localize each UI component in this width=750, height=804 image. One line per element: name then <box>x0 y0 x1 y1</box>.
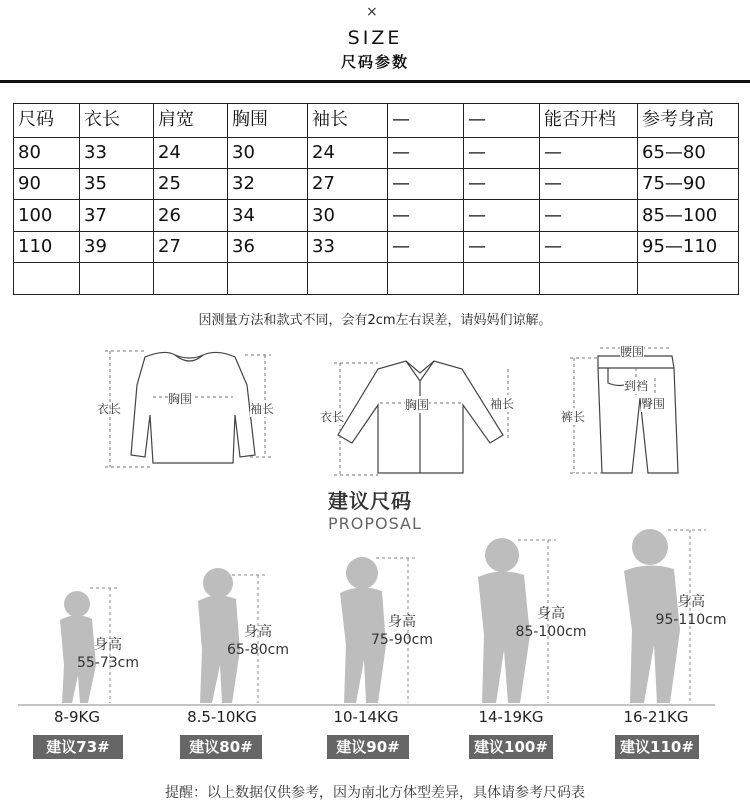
table-header-cell: — <box>464 104 540 138</box>
table-cell: 90 <box>14 169 80 200</box>
table-cell <box>638 263 739 295</box>
table-header-cell: 尺码 <box>14 104 80 138</box>
table-row <box>14 137 739 168</box>
height-range: 75-90cm <box>370 632 433 648</box>
proposal-subtitle: PROPOSAL <box>328 514 422 533</box>
proposal-title: 建议尺码 <box>328 489 412 513</box>
table-cell <box>540 263 638 295</box>
table-cell <box>464 263 540 295</box>
weight-label-2: 8.5-10KG <box>187 708 257 726</box>
table-cell: 85—100 <box>638 200 739 231</box>
table-cell: 110 <box>14 231 80 262</box>
table-cell: 24 <box>154 137 228 168</box>
table-cell: — <box>388 169 464 200</box>
sweater-sleeve-label: 袖长 <box>250 402 275 416</box>
table-cell: 30 <box>228 137 308 168</box>
table-cell <box>308 263 388 295</box>
size-badge-90: 建议90# <box>327 735 409 759</box>
pants-length-label: 裤长 <box>561 410 586 424</box>
shirt-sleeve-label: 袖长 <box>490 397 515 411</box>
header-divider <box>0 80 750 83</box>
table-row <box>14 263 739 295</box>
table-row <box>14 169 739 200</box>
table-cell: 80 <box>14 137 80 168</box>
table-cell: — <box>540 137 638 168</box>
table-cell: 27 <box>308 169 388 200</box>
size-table <box>13 103 739 295</box>
table-cell: 35 <box>80 169 154 200</box>
height-label-3 <box>352 613 452 649</box>
table-cell: — <box>540 231 638 262</box>
height-title: 身高 <box>677 594 705 610</box>
table-cell: — <box>540 169 638 200</box>
size-badge-110: 建议110# <box>615 735 699 759</box>
table-cell <box>80 263 154 295</box>
table-row <box>14 231 739 262</box>
table-cell: — <box>388 231 464 262</box>
height-label-1 <box>60 636 156 672</box>
shirt-diagram <box>318 355 528 480</box>
table-cell: 37 <box>80 200 154 231</box>
weight-label-1: 8-9KG <box>54 708 100 726</box>
height-range: 65-80cm <box>226 642 289 658</box>
table-cell: 30 <box>308 200 388 231</box>
size-badge-100: 建议100# <box>469 735 553 759</box>
table-cell: — <box>388 137 464 168</box>
height-label-4 <box>496 605 606 641</box>
table-cell: — <box>464 200 540 231</box>
table-cell: — <box>464 137 540 168</box>
table-cell: — <box>540 200 638 231</box>
table-cell: 39 <box>80 231 154 262</box>
shirt-length-label: 衣长 <box>320 410 345 424</box>
table-header-cell: 肩宽 <box>154 104 228 138</box>
table-header-row <box>14 104 739 138</box>
table-header-cell: 胸围 <box>228 104 308 138</box>
table-cell: 24 <box>308 137 388 168</box>
height-label-2 <box>208 623 308 659</box>
table-header-cell: 衣长 <box>80 104 154 138</box>
height-range: 55-73cm <box>76 655 139 671</box>
table-cell: 65—80 <box>638 137 739 168</box>
table-cell <box>14 263 80 295</box>
table-cell <box>228 263 308 295</box>
height-label-5 <box>636 593 746 629</box>
weight-label-5: 16-21KG <box>623 708 689 726</box>
table-header-cell: — <box>388 104 464 138</box>
weight-label-4: 14-19KG <box>478 708 544 726</box>
height-title: 身高 <box>537 606 565 622</box>
measurement-note: 因测量方法和款式不同，会有2cm左右误差，请妈妈们谅解。 <box>198 313 552 328</box>
table-cell: 34 <box>228 200 308 231</box>
size-badge-73: 建议73# <box>33 735 123 759</box>
table-cell: 33 <box>80 137 154 168</box>
size-title: SIZE <box>347 27 403 49</box>
table-cell: 26 <box>154 200 228 231</box>
table-cell: 36 <box>228 231 308 262</box>
table-row <box>14 200 739 231</box>
sweater-length-label: 衣长 <box>97 402 122 416</box>
table-header-cell: 袖长 <box>308 104 388 138</box>
table-cell <box>154 263 228 295</box>
table-header-cell: 参考身高 <box>638 104 739 138</box>
footer-note: 提醒：以上数据仅供参考，因为南北方体型差异，具体请参考尺码表 <box>165 785 585 801</box>
table-cell: 100 <box>14 200 80 231</box>
close-icon: × <box>366 4 378 20</box>
table-cell: — <box>464 169 540 200</box>
height-range: 85-100cm <box>515 624 587 640</box>
pants-crotch-label: 到裆 <box>624 379 649 393</box>
table-cell: — <box>388 200 464 231</box>
height-title: 身高 <box>244 624 272 640</box>
shirt-chest-label: 胸围 <box>405 398 430 412</box>
table-cell: 75—90 <box>638 169 739 200</box>
table-cell: 95—110 <box>638 231 739 262</box>
table-cell: 32 <box>228 169 308 200</box>
weight-label-3: 10-14KG <box>333 708 399 726</box>
size-badge-80: 建议80# <box>180 735 262 759</box>
pants-hip-label: 臀围 <box>641 397 666 411</box>
table-cell: 33 <box>308 231 388 262</box>
size-subtitle: 尺码参数 <box>340 53 409 71</box>
pants-waist-label: 腰围 <box>620 345 645 359</box>
table-cell: 27 <box>154 231 228 262</box>
sweater-chest-label: 胸围 <box>168 392 193 406</box>
table-cell: — <box>464 231 540 262</box>
table-cell: 25 <box>154 169 228 200</box>
table-cell <box>388 263 464 295</box>
height-title: 身高 <box>388 614 416 630</box>
height-title: 身高 <box>94 637 122 653</box>
height-range: 95-110cm <box>655 612 727 628</box>
table-header-cell: 能否开档 <box>540 104 638 138</box>
